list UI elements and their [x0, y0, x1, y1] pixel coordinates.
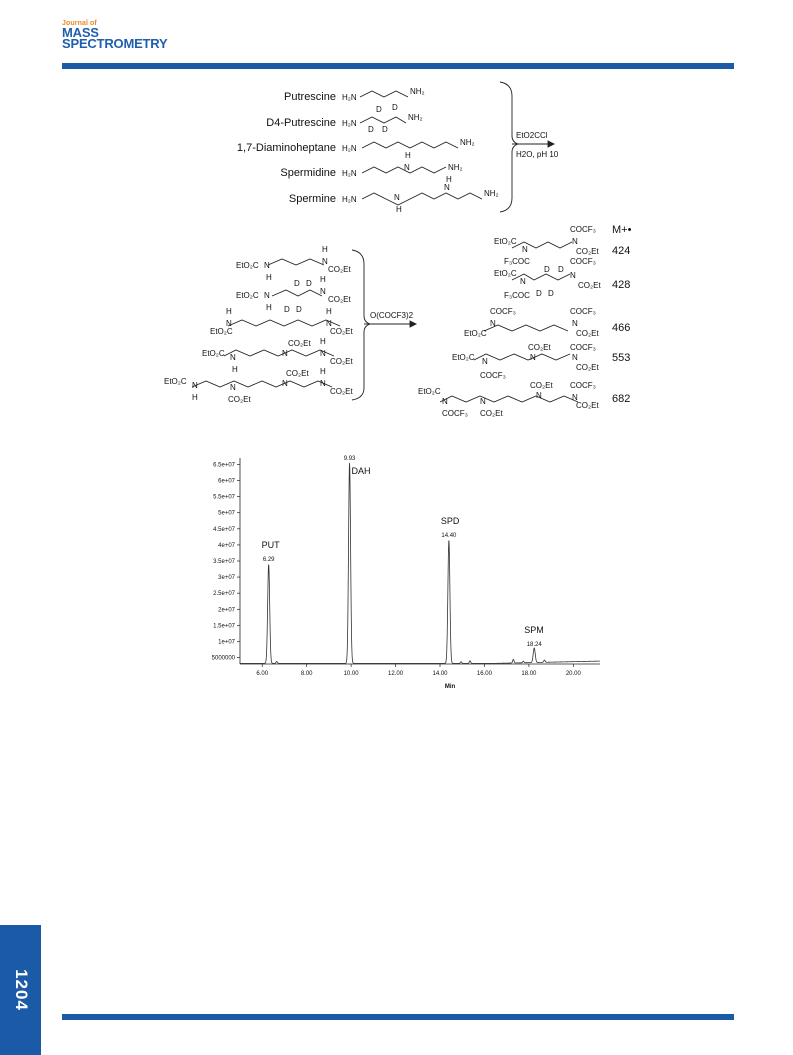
svg-text:EtO₂C: EtO₂C	[418, 387, 441, 396]
svg-text:N: N	[522, 245, 528, 254]
svg-text:D: D	[382, 125, 388, 134]
chromatogram-trace	[240, 463, 600, 663]
svg-text:N: N	[530, 353, 536, 362]
svg-text:CO₂Et: CO₂Et	[528, 343, 551, 352]
svg-text:COCF₃: COCF₃	[570, 343, 596, 352]
svg-text:N: N	[490, 319, 496, 328]
peak-rt-label: 14.40	[441, 533, 457, 540]
y-tick-label: 3.5e+07	[213, 559, 235, 565]
svg-text:EtO₂C: EtO₂C	[494, 269, 517, 278]
spermine-chain	[362, 193, 482, 205]
x-tick-label: 20.00	[565, 671, 581, 677]
svg-text:N: N	[442, 397, 448, 406]
x-axis-label: Min	[444, 684, 456, 690]
top-conditions: H2O, pH 10	[516, 150, 559, 159]
svg-text:D: D	[294, 279, 300, 288]
y-tick-label: 5.5e+07	[213, 494, 235, 501]
svg-text:N: N	[394, 193, 400, 202]
mass-428: 428	[612, 279, 631, 291]
svg-text:CO₂Et: CO₂Et	[286, 369, 309, 378]
mass-466: 466	[612, 322, 631, 334]
svg-text:CO₂Et: CO₂Et	[288, 339, 311, 348]
y-tick-label: 5000000	[211, 655, 235, 662]
y-tick-label: 3e+07	[218, 575, 235, 582]
d4-putrescine-chain	[360, 117, 406, 123]
svg-text:H: H	[405, 151, 411, 160]
svg-text:H: H	[396, 205, 402, 214]
svg-text:H: H	[326, 307, 332, 316]
svg-text:CO₂Et: CO₂Et	[480, 409, 503, 418]
svg-text:CO₂Et: CO₂Et	[576, 401, 599, 410]
svg-text:COCF₃: COCF₃	[490, 307, 516, 316]
svg-text:N: N	[572, 353, 578, 362]
svg-text:D: D	[306, 279, 312, 288]
svg-text:D: D	[558, 265, 564, 274]
svg-text:EtO₂C: EtO₂C	[202, 349, 225, 358]
mass-424: 424	[612, 245, 631, 257]
x-tick-label: 14.00	[432, 671, 448, 677]
svg-text:CO₂Et: CO₂Et	[328, 265, 351, 274]
svg-text:NH₂: NH₂	[460, 138, 475, 147]
svg-text:N: N	[320, 349, 326, 358]
scheme-name-spermidine: Spermidine	[280, 167, 336, 179]
middle-left-bracket	[352, 250, 370, 400]
svg-text:COCF₃: COCF₃	[442, 409, 468, 418]
putrescine-chain	[360, 91, 408, 97]
svg-text:H: H	[266, 303, 272, 312]
svg-text:H: H	[226, 307, 232, 316]
svg-text:CO₂Et: CO₂Et	[330, 357, 353, 366]
peak-rt-label: 6.29	[262, 557, 275, 564]
svg-text:N: N	[520, 277, 526, 286]
svg-text:N: N	[482, 357, 488, 366]
svg-text:H₂N: H₂N	[342, 195, 357, 204]
svg-text:N: N	[230, 353, 236, 362]
svg-text:NH₂: NH₂	[408, 113, 423, 122]
peak-name-label: SPM	[524, 624, 544, 635]
peak-name-label: PUT	[261, 540, 280, 551]
svg-text:N: N	[480, 397, 486, 406]
svg-text:D: D	[376, 105, 382, 114]
mass-553: 553	[612, 352, 631, 364]
svg-text:D: D	[284, 305, 290, 314]
mass-682: 682	[612, 393, 631, 405]
svg-text:H: H	[266, 273, 272, 282]
svg-text:D: D	[548, 289, 554, 298]
svg-text:CO₂Et: CO₂Et	[530, 381, 553, 390]
svg-text:COCF₃: COCF₃	[570, 307, 596, 316]
peak-name-label: SPD	[440, 516, 460, 527]
svg-text:EtO₂C: EtO₂C	[464, 329, 487, 338]
svg-text:N: N	[326, 319, 332, 328]
chromatogram	[212, 456, 600, 690]
svg-text:H₂N: H₂N	[342, 93, 357, 102]
svg-text:D: D	[368, 125, 374, 134]
svg-text:NH₂: NH₂	[448, 163, 463, 172]
svg-text:N: N	[282, 379, 288, 388]
top-reagent: EtO2CCl	[516, 131, 548, 140]
journal-logo-small: Journal of	[62, 20, 97, 27]
svg-text:COCF₃: COCF₃	[570, 225, 596, 234]
journal-logo-line1: MASS	[62, 25, 99, 40]
x-tick-label: 6.00	[256, 671, 269, 677]
svg-text:EtO₂C: EtO₂C	[236, 291, 259, 300]
svg-text:N: N	[264, 261, 270, 270]
svg-text:CO₂Et: CO₂Et	[228, 395, 251, 404]
svg-text:F₃COC: F₃COC	[504, 257, 530, 266]
y-tick-label: 1e+07	[218, 639, 235, 646]
svg-text:H₂N: H₂N	[342, 144, 357, 153]
svg-text:H: H	[320, 275, 326, 284]
svg-text:EtO₂C: EtO₂C	[210, 327, 233, 336]
svg-text:N: N	[572, 393, 578, 402]
svg-text:EtO₂C: EtO₂C	[452, 353, 475, 362]
middle-reagent: O(COCF3)2	[370, 311, 414, 320]
svg-text:N: N	[572, 237, 578, 246]
svg-text:N: N	[536, 391, 542, 400]
svg-text:H: H	[320, 367, 326, 376]
svg-text:CO₂Et: CO₂Et	[576, 247, 599, 256]
page-number-text: 1204	[11, 969, 31, 1011]
svg-text:D: D	[536, 289, 542, 298]
svg-text:CO₂Et: CO₂Et	[330, 327, 353, 336]
svg-text:D: D	[392, 103, 398, 112]
svg-text:EtO₂C: EtO₂C	[494, 237, 517, 246]
scheme-name-diaminoheptane: 1,7-Diaminoheptane	[236, 142, 336, 154]
y-tick-label: 4e+07	[218, 542, 235, 549]
journal-logo-line2: SPECTROMETRY	[62, 36, 168, 51]
svg-text:N: N	[282, 349, 288, 358]
svg-text:H₂N: H₂N	[342, 119, 357, 128]
x-tick-label: 10.00	[343, 671, 359, 677]
svg-text:D: D	[544, 265, 550, 274]
svg-text:CO₂Et: CO₂Et	[328, 295, 351, 304]
svg-text:CO₂Et: CO₂Et	[578, 281, 601, 290]
peak-name-label: DAH	[351, 465, 371, 476]
svg-text:H: H	[446, 175, 452, 184]
svg-text:H: H	[192, 393, 198, 402]
svg-text:CO₂Et: CO₂Et	[576, 329, 599, 338]
scheme-name-d4-putrescine: D4-Putrescine	[266, 117, 336, 129]
x-tick-label: 8.00	[300, 671, 313, 677]
top-bracket	[500, 82, 518, 212]
svg-text:N: N	[572, 319, 578, 328]
footer-rule	[62, 1014, 734, 1020]
svg-text:N: N	[570, 271, 576, 280]
x-tick-label: 16.00	[476, 671, 492, 677]
svg-text:CO₂Et: CO₂Et	[330, 387, 353, 396]
svg-text:NH₂: NH₂	[410, 87, 425, 96]
y-tick-label: 5e+07	[218, 510, 235, 517]
svg-text:COCF₃: COCF₃	[570, 381, 596, 390]
scheme-name-spermine: Spermine	[288, 193, 336, 205]
page-number	[0, 925, 41, 1055]
svg-text:H: H	[322, 245, 328, 254]
y-tick-label: 2.5e+07	[213, 591, 235, 598]
svg-text:EtO₂C: EtO₂C	[164, 377, 187, 386]
y-tick-label: 2e+07	[218, 607, 235, 614]
svg-text:COCF₃: COCF₃	[570, 257, 596, 266]
x-tick-label: 12.00	[388, 671, 404, 677]
svg-text:F₃COC: F₃COC	[504, 291, 530, 300]
svg-text:N: N	[264, 291, 270, 300]
svg-text:N: N	[322, 257, 328, 266]
y-tick-label: 1.5e+07	[213, 623, 235, 630]
svg-text:N: N	[404, 163, 410, 172]
svg-text:EtO₂C: EtO₂C	[236, 261, 259, 270]
y-tick-label: 6e+07	[218, 478, 235, 485]
svg-text:N: N	[444, 183, 450, 192]
scheme-name-putrescine: Putrescine	[284, 91, 336, 103]
y-tick-label: 6.5e+07	[213, 462, 235, 469]
svg-text:N: N	[192, 381, 198, 390]
peak-rt-label: 9.93	[343, 455, 356, 462]
diaminoheptane-chain	[362, 142, 458, 148]
peak-rt-label: 18.24	[526, 641, 542, 648]
svg-text:N: N	[320, 379, 326, 388]
svg-text:H: H	[232, 365, 238, 374]
svg-text:D: D	[296, 305, 302, 314]
m-header: M+•	[612, 224, 632, 236]
svg-text:CO₂Et: CO₂Et	[576, 363, 599, 372]
svg-text:N: N	[320, 287, 326, 296]
svg-text:NH₂: NH₂	[484, 189, 499, 198]
svg-text:COCF₃: COCF₃	[480, 371, 506, 380]
svg-text:H₂N: H₂N	[342, 169, 357, 178]
y-tick-label: 4.5e+07	[213, 526, 235, 533]
svg-text:N: N	[230, 383, 236, 392]
svg-text:H: H	[320, 337, 326, 346]
svg-text:N: N	[226, 319, 232, 328]
x-tick-label: 18.00	[521, 671, 537, 677]
